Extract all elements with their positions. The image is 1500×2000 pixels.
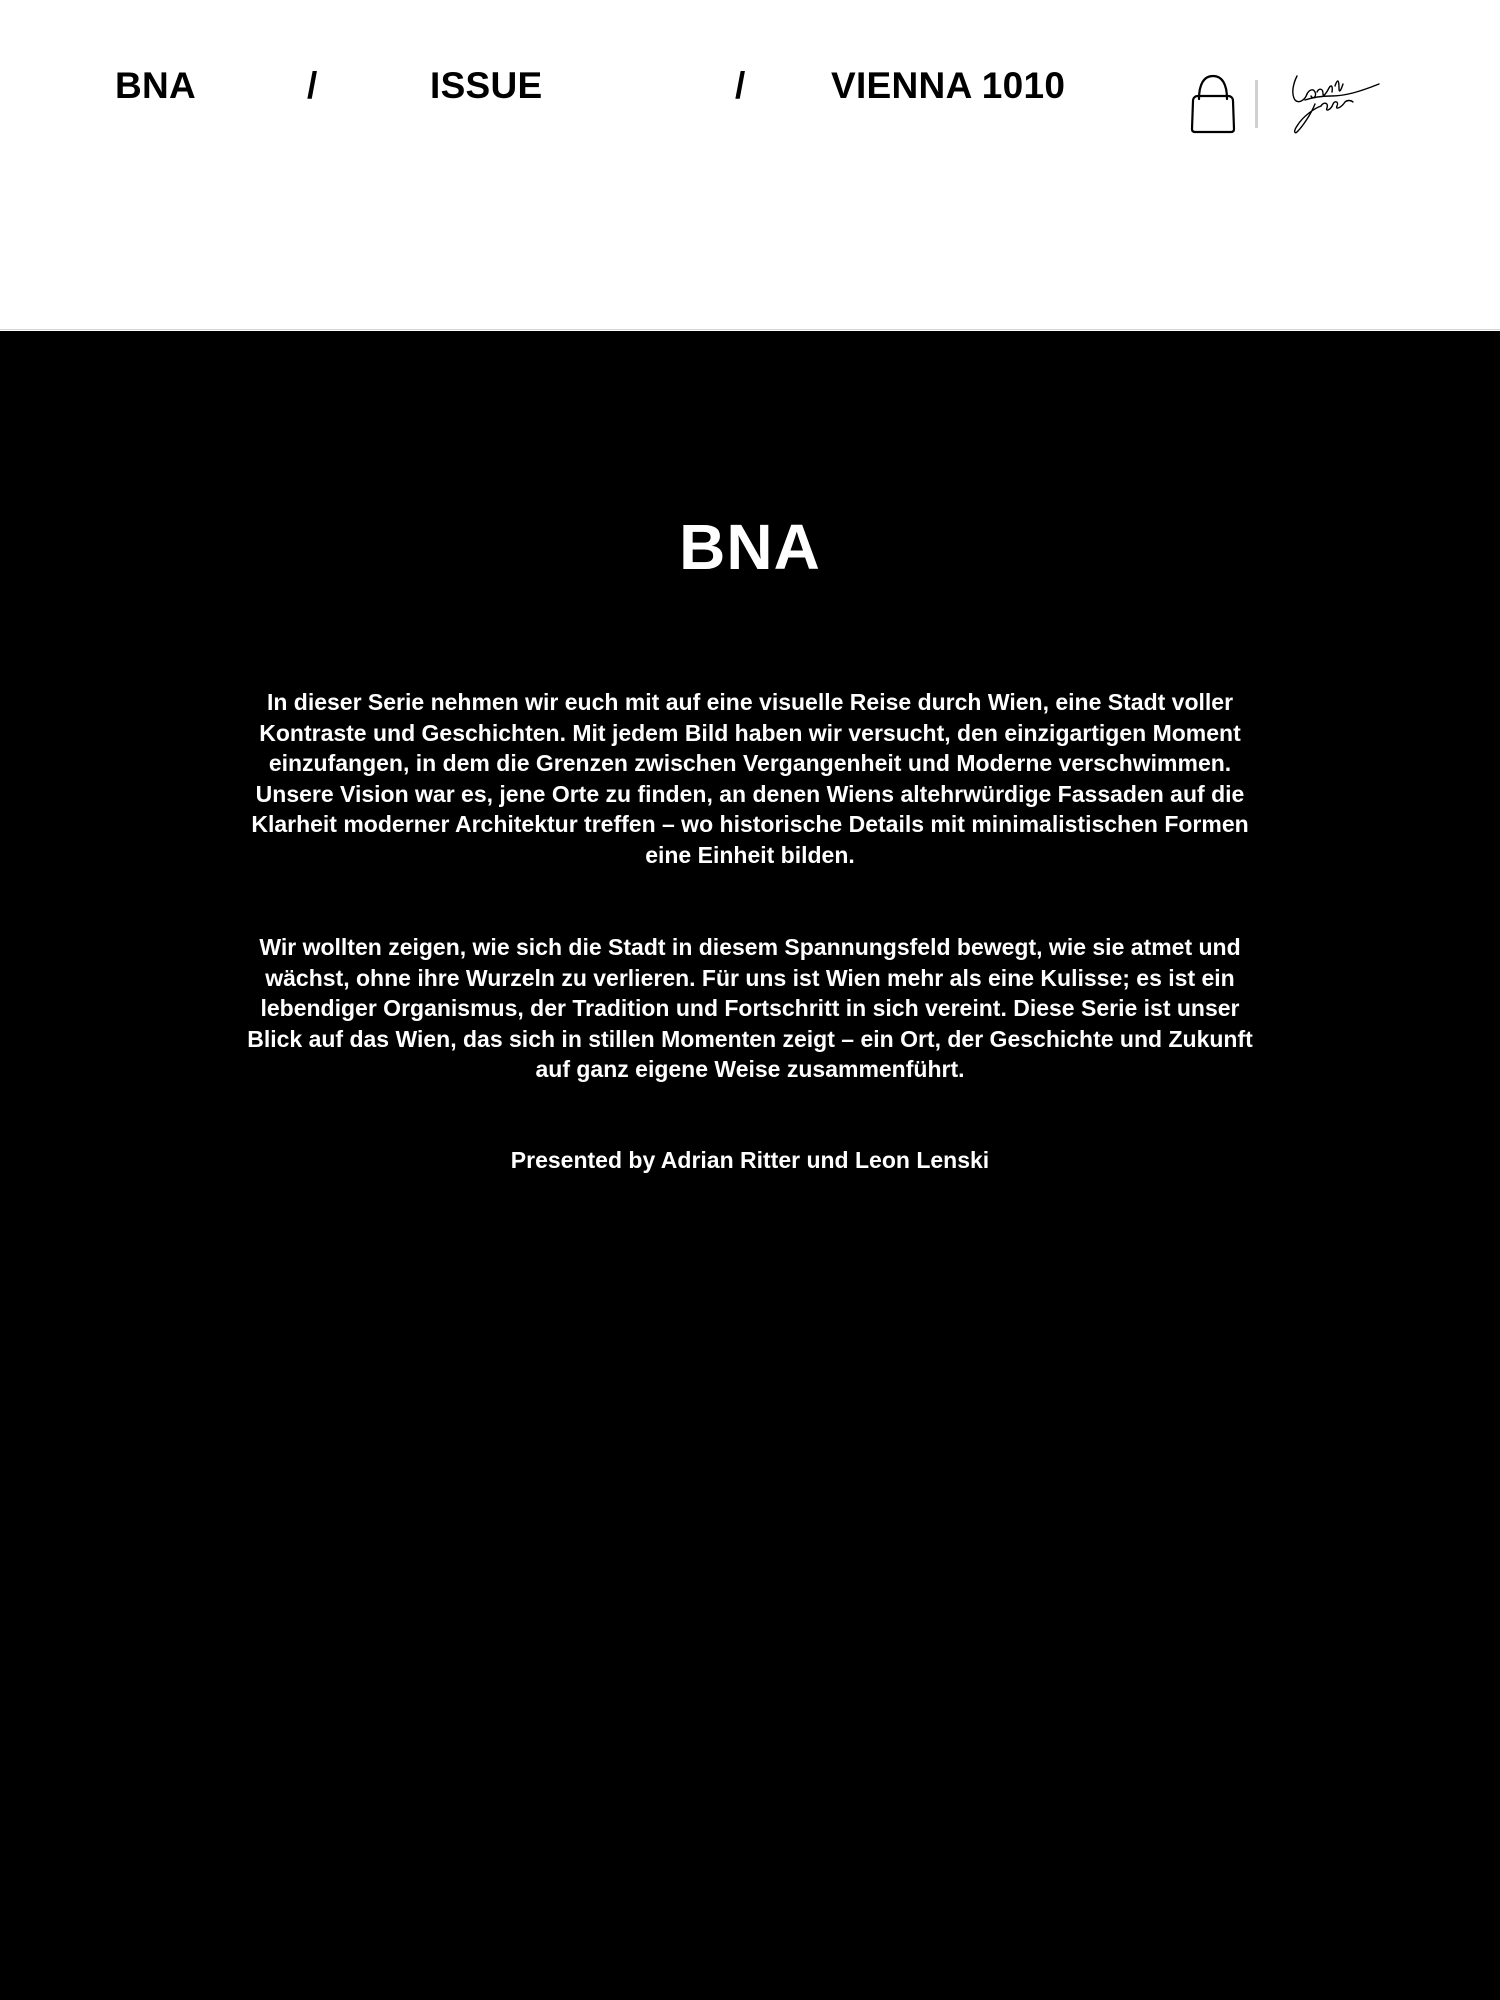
credits-text: Presented by Adrian Ritter und Leon Lenski	[510, 1147, 990, 1173]
page-title: BNA	[679, 511, 821, 583]
nav-separator: /	[307, 65, 318, 106]
header-divider	[1255, 80, 1258, 128]
nav-location-link[interactable]: VIENNA 1010	[831, 65, 1066, 106]
intro-paragraph: Wir wollten zeigen, wie sich die Stadt in diesem Spannungsfeld bewegt, wie sie atmet und wächst, ohne ihre Wurzeln zu verlieren. Für uns ist Wien mehr als eine Kulisse; es ist ein lebendiger Organismus, der Tradition und Fortschritt in sich vereint. Diese Serie ist unser Blick auf das Wien, das sich in stillen Momenten zeigt – ein Ort, der Geschichte und Zukunft auf ganz eigene Weise zusammenführt.	[247, 934, 1253, 1083]
nav-brand-link[interactable]: BNA	[115, 65, 197, 106]
shopping-bag-icon[interactable]	[1190, 70, 1236, 136]
intro-section	[0, 331, 1500, 2000]
nav-issue-link[interactable]: ISSUE	[430, 65, 543, 106]
site-header	[0, 0, 1500, 330]
signature-logo[interactable]	[1275, 70, 1385, 140]
nav-separator: /	[735, 65, 746, 106]
intro-paragraph: In dieser Serie nehmen wir euch mit auf eine visuelle Reise durch Wien, eine Stadt voller Kontraste und Geschichten. Mit jedem Bild haben wir versucht, den einzigartigen Moment einzufangen, in dem die Grenzen zwischen Vergangenheit und Moderne verschwimmen. Unsere Vision war es, jene Orte zu finden, an denen Wiens altehrwürdige Fassaden auf die Klarheit moderner Architektur treffen – wo historische Details mit minimalistischen Formen eine Einheit bilden.	[251, 689, 1249, 868]
